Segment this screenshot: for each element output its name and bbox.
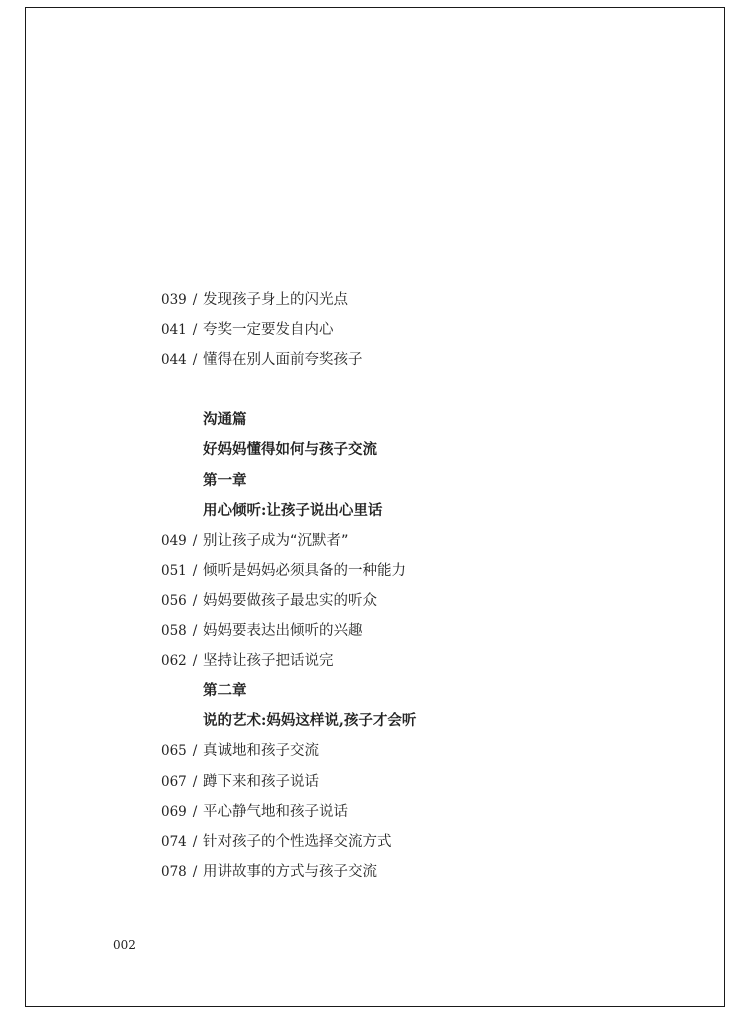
toc-entry — [161, 616, 681, 646]
toc-entry-separator: / — [192, 562, 198, 579]
toc-entry-page: 069 — [161, 803, 187, 820]
toc-entry-separator: / — [192, 833, 198, 850]
toc-entry-page: 065 — [161, 743, 187, 760]
book-page — [25, 7, 725, 1007]
toc-entry — [161, 827, 681, 857]
toc-entry-page: 056 — [161, 592, 187, 609]
toc-entry-separator: / — [192, 653, 198, 670]
chapter-title: 说的艺术:妈妈这样说,孩子才会听 — [203, 712, 417, 730]
toc-entry — [161, 857, 681, 887]
toc-entry-separator: / — [192, 773, 198, 790]
toc-entry-title: 针对孩子的个性选择交流方式 — [203, 833, 392, 850]
part-title: 沟通篇 — [203, 411, 247, 429]
toc-entry-page: 062 — [161, 653, 187, 670]
toc-entry-separator: / — [192, 592, 198, 609]
toc-entry-page: 078 — [161, 863, 187, 880]
toc-entry-page: 067 — [161, 773, 187, 790]
toc-entry-separator: / — [192, 623, 198, 640]
toc-entry-page: 039 — [161, 292, 187, 308]
toc-entry-separator: / — [192, 532, 198, 549]
toc-entry — [161, 556, 681, 586]
toc-entry-separator: / — [192, 863, 198, 880]
toc-entry — [161, 315, 681, 345]
toc-entry — [161, 646, 681, 676]
toc-entry-page: 058 — [161, 623, 187, 640]
toc-entry — [161, 345, 681, 375]
toc-entry-separator: / — [192, 803, 198, 820]
toc-entry-page: 049 — [161, 532, 187, 549]
toc-entry-title: 用讲故事的方式与孩子交流 — [203, 863, 377, 880]
toc-entry-title: 蹲下来和孩子说话 — [203, 773, 319, 790]
toc-entry-separator: / — [192, 322, 198, 339]
toc-entry-title: 倾听是妈妈必须具备的一种能力 — [203, 562, 406, 579]
toc-entry-title: 平心静气地和孩子说话 — [203, 803, 348, 820]
toc-entry-title: 坚持让孩子把话说完 — [203, 653, 334, 670]
table-of-contents — [161, 285, 681, 887]
toc-entry — [161, 526, 681, 556]
toc-entry-title: 妈妈要做孩子最忠实的听众 — [203, 592, 377, 609]
toc-entry-separator: / — [192, 292, 198, 308]
toc-entry-title: 夸奖一定要发自内心 — [203, 322, 334, 339]
toc-entry-title: 真诚地和孩子交流 — [203, 743, 319, 760]
toc-entry-title: 别让孩子成为“沉默者” — [203, 532, 349, 549]
toc-entry — [161, 285, 681, 315]
toc-entry — [161, 586, 681, 616]
chapter-label: 第二章 — [203, 682, 247, 700]
page-number: 002 — [113, 938, 136, 952]
toc-entry — [161, 797, 681, 827]
toc-entry-separator: / — [192, 743, 198, 760]
section-gap — [161, 375, 681, 405]
toc-entry-page: 044 — [161, 352, 187, 369]
part-subtitle: 好妈妈懂得如何与孩子交流 — [203, 441, 377, 459]
chapter-title: 用心倾听:让孩子说出心里话 — [203, 501, 383, 519]
toc-entry-title: 妈妈要表达出倾听的兴趣 — [203, 623, 363, 640]
toc-entry-separator: / — [192, 352, 198, 369]
toc-entry — [161, 767, 681, 797]
toc-entry-title: 发现孩子身上的闪光点 — [203, 292, 348, 308]
toc-entry-title: 懂得在别人面前夸奖孩子 — [203, 352, 363, 369]
toc-entry-page: 051 — [161, 562, 187, 579]
chapter-label: 第一章 — [203, 471, 247, 489]
toc-entry-page: 074 — [161, 833, 187, 850]
toc-entry-page: 041 — [161, 322, 187, 339]
toc-entry — [161, 736, 681, 766]
